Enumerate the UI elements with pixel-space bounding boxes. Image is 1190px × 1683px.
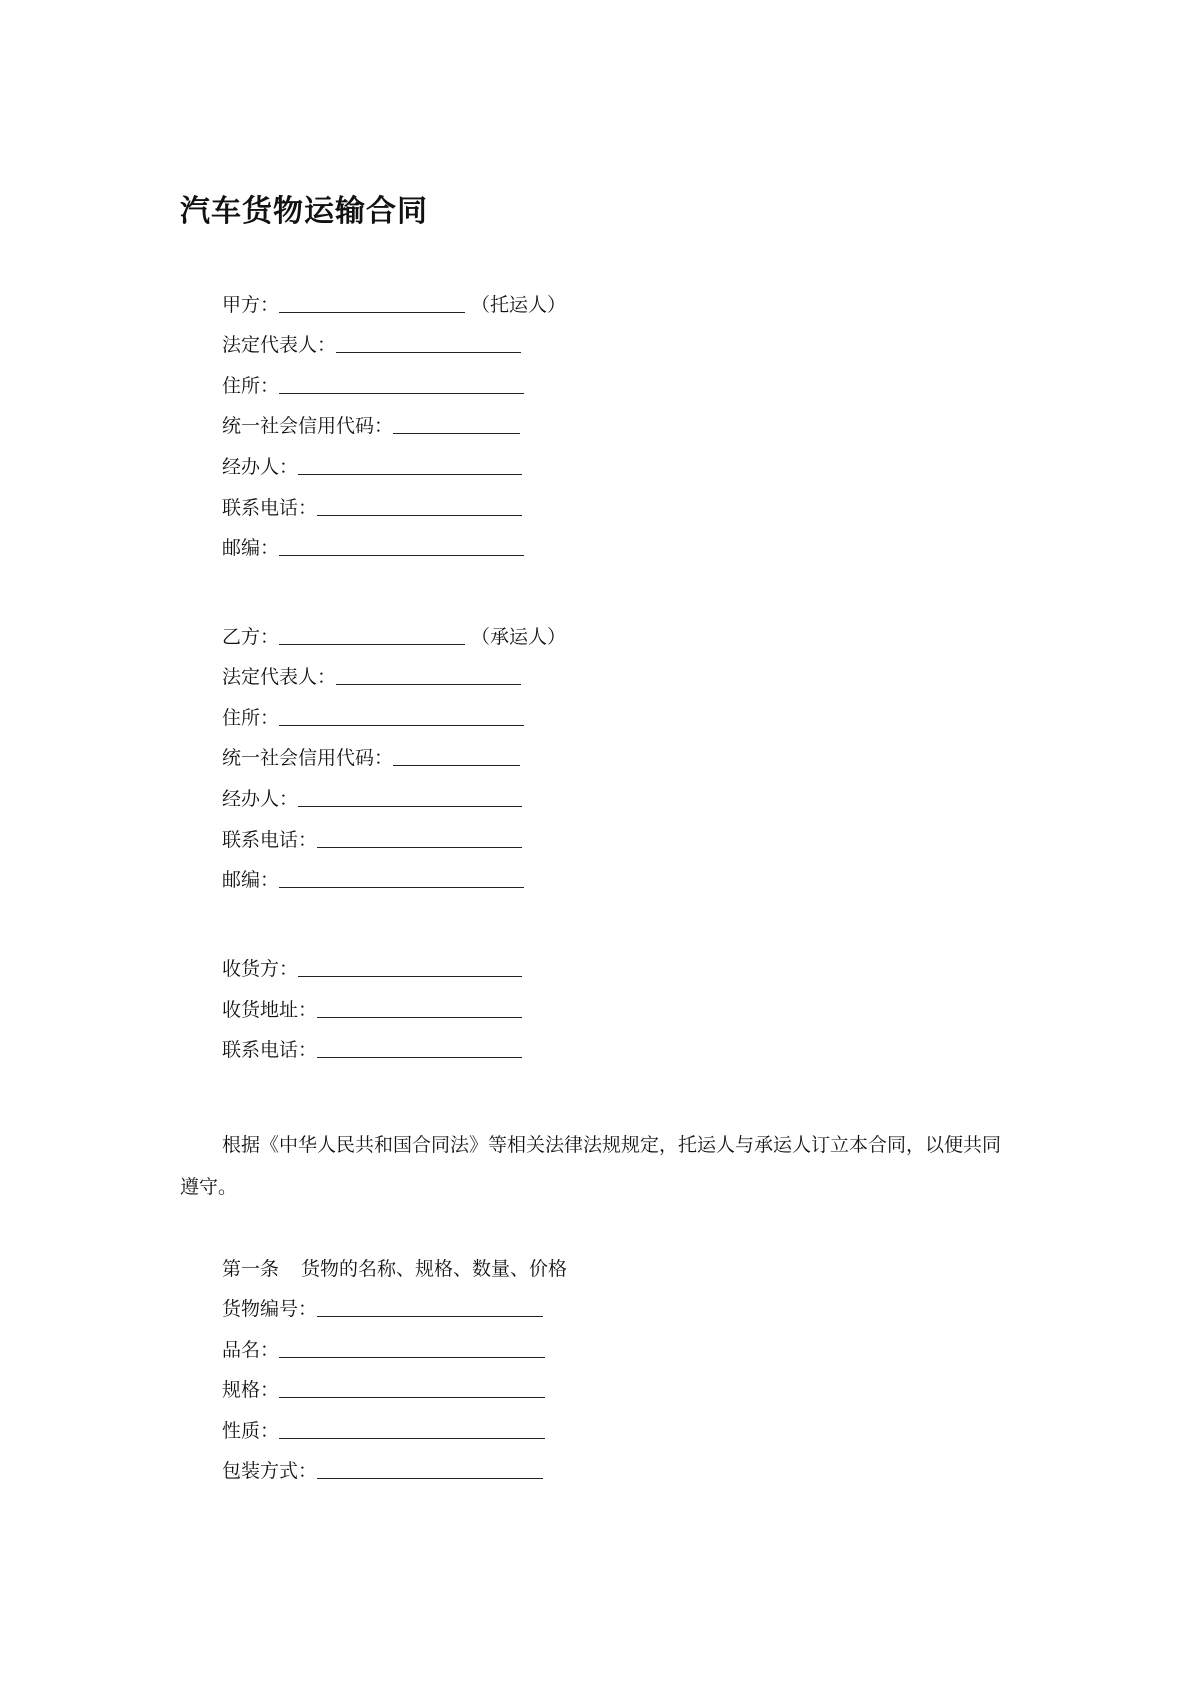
party-a-role: （托运人） [471, 294, 567, 316]
article-1-number: 第一条 [222, 1258, 280, 1280]
nature-label: 性质： [222, 1420, 280, 1442]
nature-field[interactable] [279, 1416, 545, 1439]
document-title: 汽车货物运输合同 [180, 194, 428, 229]
consignee-address-field[interactable] [317, 995, 522, 1018]
packaging-row [222, 1456, 543, 1486]
preamble-paragraph: 根据《中华人民共和国合同法》等相关法律法规规定，托运人与承运人订立本合同，以便共同遵守。 [180, 1134, 1002, 1198]
party-a-legal-rep-field[interactable] [336, 330, 521, 353]
party-a-credit-code-label: 统一社会信用代码： [222, 415, 394, 437]
party-a-address-row [222, 371, 524, 401]
spec-row [222, 1375, 545, 1405]
party-b-phone-row [222, 825, 522, 855]
party-b-address-label: 住所： [222, 707, 280, 729]
party-a-address-label: 住所： [222, 375, 280, 397]
party-b-credit-code-label: 统一社会信用代码： [222, 747, 394, 769]
party-b-address-row [222, 703, 524, 733]
party-a-phone-field[interactable] [317, 493, 522, 516]
party-a-phone-label: 联系电话： [222, 497, 318, 519]
consignee-name-field[interactable] [298, 954, 522, 977]
consignee-phone-row [222, 1035, 522, 1065]
party-b-name-field[interactable] [279, 622, 465, 645]
party-a-legal-rep-label: 法定代表人： [222, 334, 337, 356]
party-a-legal-rep-row [222, 330, 521, 360]
party-a-postcode-label: 邮编： [222, 537, 280, 559]
party-a-name-row [222, 290, 566, 320]
party-b-address-field[interactable] [279, 703, 524, 726]
product-name-row [222, 1335, 545, 1365]
spec-field[interactable] [279, 1375, 545, 1398]
party-a-phone-row [222, 493, 522, 523]
consignee-address-row [222, 995, 522, 1025]
party-a-agent-row [222, 452, 522, 482]
spec-label: 规格： [222, 1379, 280, 1401]
party-b-postcode-row [222, 865, 524, 895]
consignee-phone-label: 联系电话： [222, 1039, 318, 1061]
packaging-label: 包装方式： [222, 1460, 318, 1482]
party-a-agent-field[interactable] [298, 452, 522, 475]
party-b-role: （承运人） [471, 626, 567, 648]
party-b-credit-code-row [222, 743, 520, 773]
goods-no-row [222, 1294, 543, 1324]
party-b-name-row [222, 622, 566, 652]
party-a-name-label: 甲方： [222, 294, 280, 316]
party-a-name-field[interactable] [279, 290, 465, 313]
packaging-field[interactable] [317, 1456, 543, 1479]
party-b-agent-label: 经办人： [222, 788, 299, 810]
article-1-heading [222, 1254, 567, 1284]
article-1-title: 货物的名称、规格、数量、价格 [301, 1258, 568, 1280]
product-name-field[interactable] [279, 1335, 545, 1358]
consignee-address-label: 收货地址： [222, 999, 318, 1021]
party-a-agent-label: 经办人： [222, 456, 299, 478]
party-b-credit-code-field[interactable] [393, 743, 520, 766]
consignee-name-label: 收货方： [222, 958, 299, 980]
party-b-agent-field[interactable] [298, 784, 522, 807]
product-name-label: 品名： [222, 1339, 280, 1361]
party-a-credit-code-row [222, 411, 520, 441]
party-b-phone-field[interactable] [317, 825, 522, 848]
consignee-name-row [222, 954, 522, 984]
party-a-postcode-field[interactable] [279, 533, 524, 556]
party-a-credit-code-field[interactable] [393, 411, 520, 434]
party-a-address-field[interactable] [279, 371, 524, 394]
party-b-phone-label: 联系电话： [222, 829, 318, 851]
party-b-legal-rep-label: 法定代表人： [222, 666, 337, 688]
party-b-legal-rep-row [222, 662, 521, 692]
goods-no-label: 货物编号： [222, 1298, 318, 1320]
party-b-agent-row [222, 784, 522, 814]
party-b-postcode-field[interactable] [279, 865, 524, 888]
party-a-postcode-row [222, 533, 524, 563]
party-b-postcode-label: 邮编： [222, 869, 280, 891]
nature-row [222, 1416, 545, 1446]
goods-no-field[interactable] [317, 1294, 543, 1317]
party-b-name-label: 乙方： [222, 626, 280, 648]
party-b-legal-rep-field[interactable] [336, 662, 521, 685]
consignee-phone-field[interactable] [317, 1035, 522, 1058]
